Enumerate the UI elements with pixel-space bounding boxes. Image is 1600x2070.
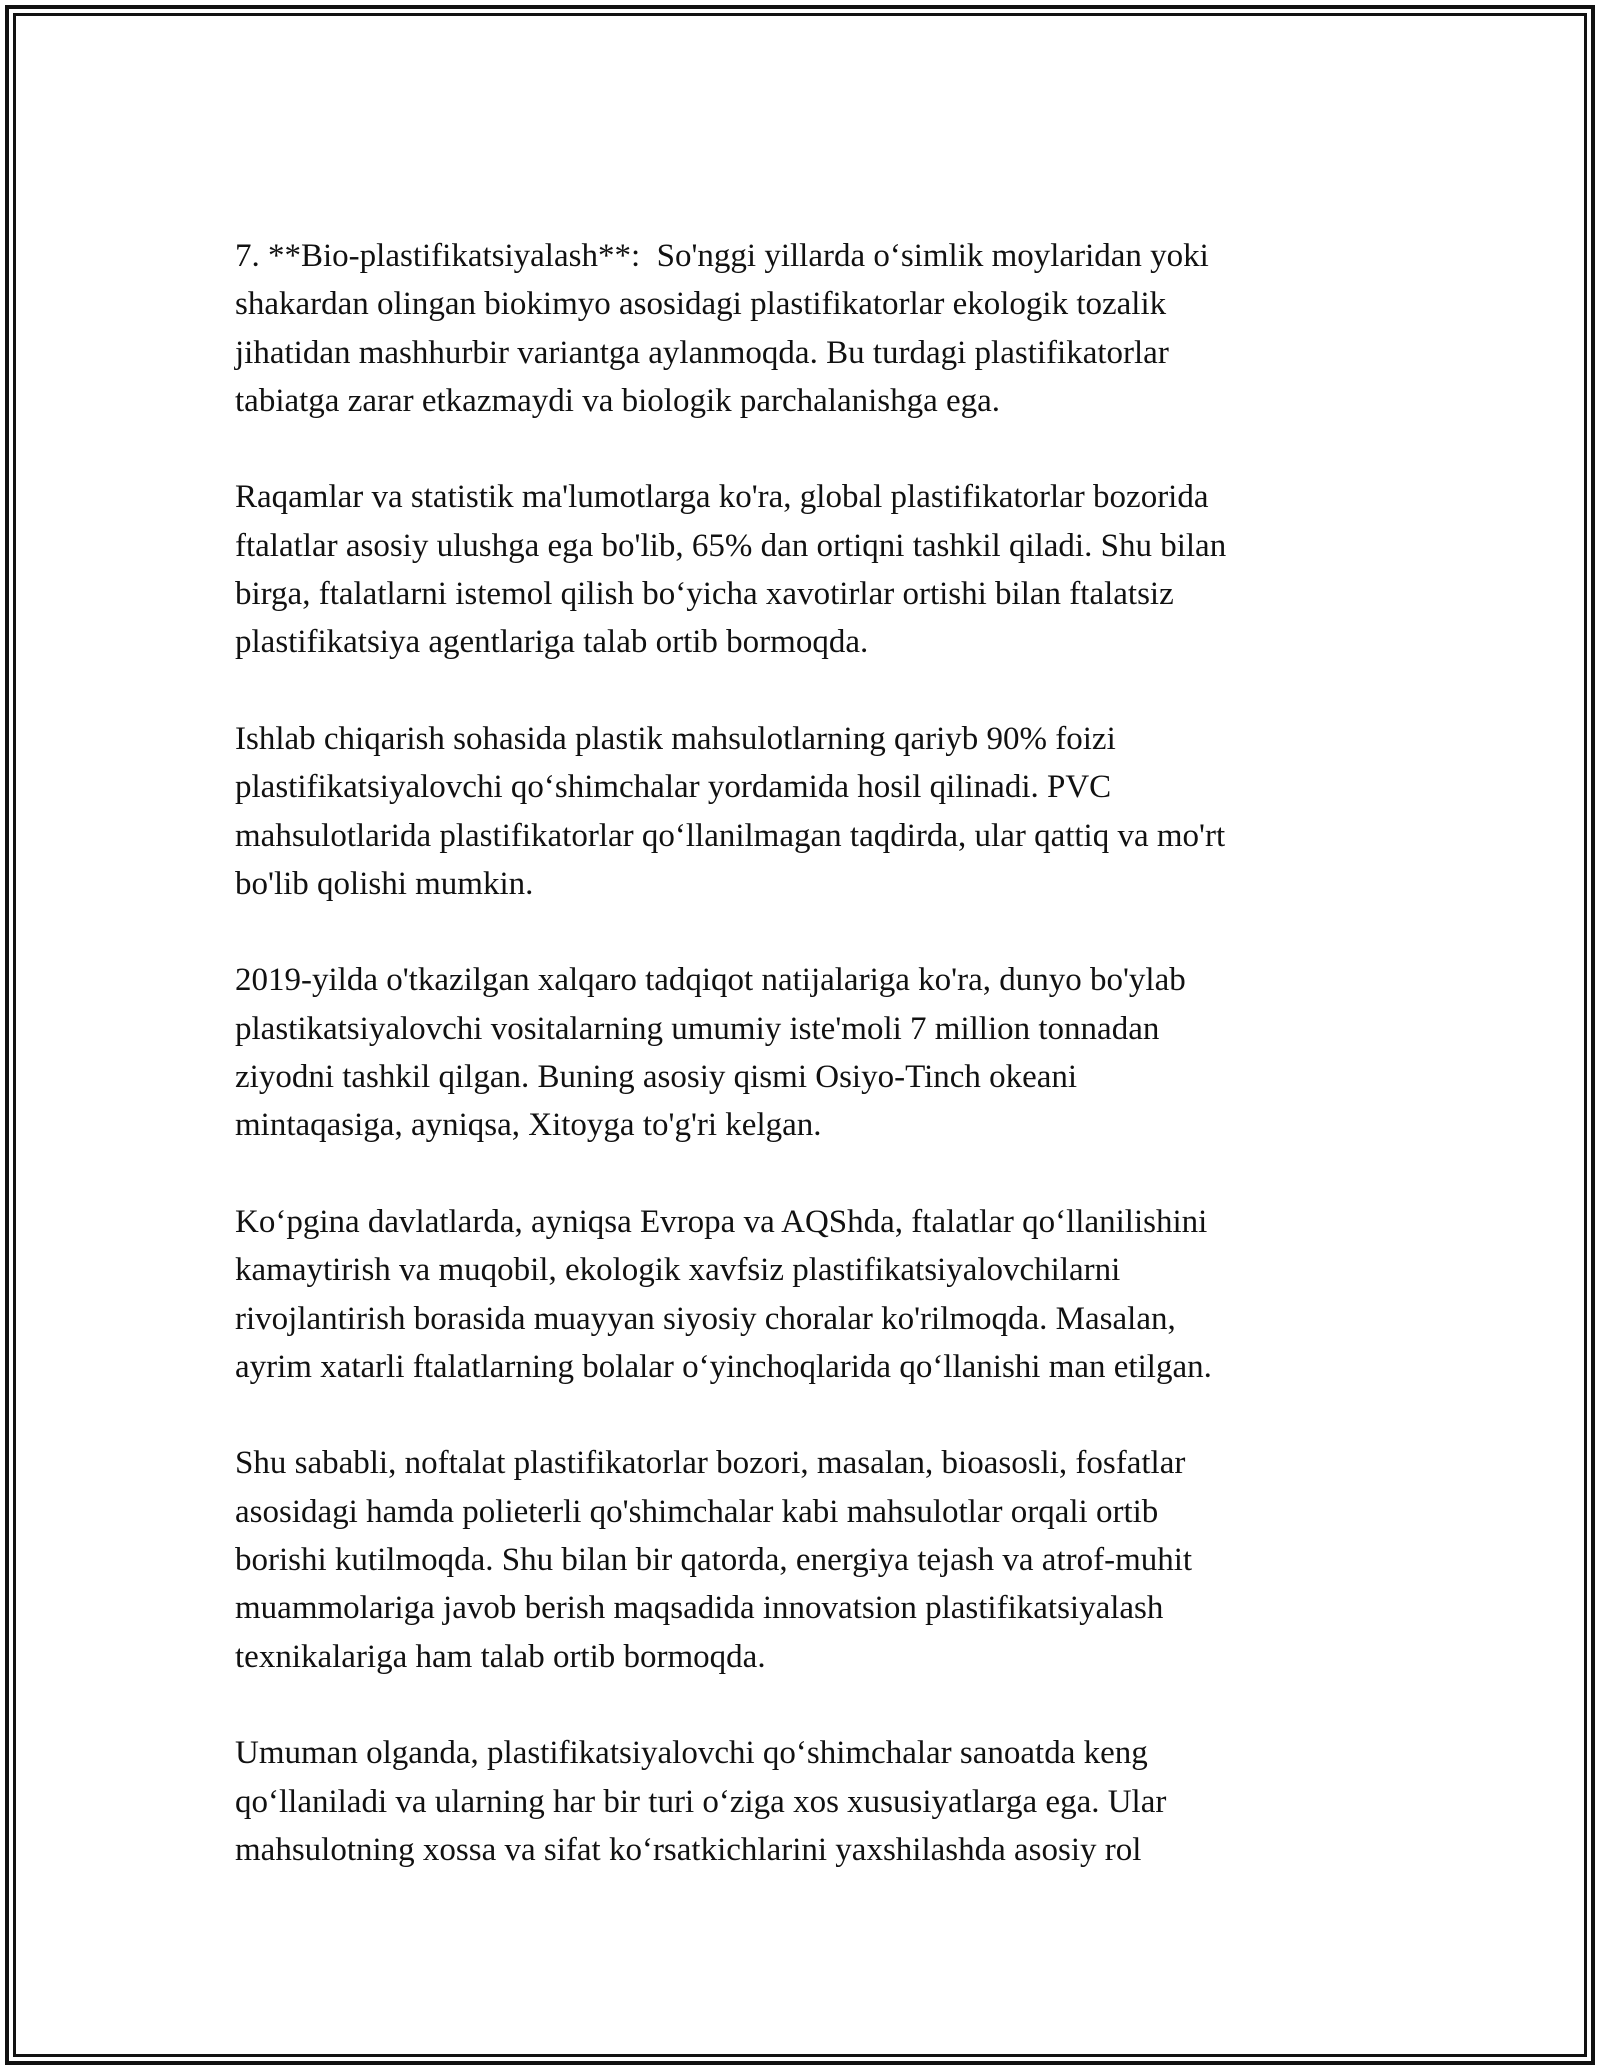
text-line: mintaqasiga, ayniqsa, Xitoyga to'g'ri kelgan. bbox=[235, 1107, 822, 1144]
text-line: tabiatga zarar etkazmaydi va biologik parchalanishga ega. bbox=[235, 382, 1001, 419]
text-line: ftalatlar asosiy ulushga ega bo'lib, 65% dan ortiqni tashkil qiladi. Shu bilan bbox=[235, 527, 1227, 564]
text-line: kamaytirish va muqobil, ekologik xavfsiz plastifikatsiyalovchilarni bbox=[235, 1252, 1121, 1289]
text-line: plastifikatsiya agentlariga talab ortib bormoqda. bbox=[235, 624, 869, 661]
paragraph-conclusion bbox=[235, 1729, 1345, 1874]
text-line: mahsulotlarida plastifikatorlar qo‘llanilmagan taqdirda, ular qattiq va mo'rt bbox=[235, 817, 1226, 854]
text-line: jihatidan mashhurbir variantga aylanmoqda. Bu turdagi plastifikatorlar bbox=[235, 334, 1169, 371]
text-line: 2019-yilda o'tkazilgan xalqaro tadqiqot natijalariga ko'ra, dunyo bo'ylab bbox=[235, 962, 1186, 999]
text-line: texnikalariga ham talab ortib bormoqda. bbox=[235, 1638, 766, 1675]
text-line: Raqamlar va statistik ma'lumotlarga ko'ra, global plastifikatorlar bozorida bbox=[235, 479, 1209, 516]
text-line: birga, ftalatlarni istemol qilish bo‘yicha xavotirlar ortishi bilan ftalatsiz bbox=[235, 576, 1174, 613]
text-line: borishi kutilmoqda. Shu bilan bir qatorda, energiya tejash va atrof-muhit bbox=[235, 1542, 1193, 1579]
paragraph-regulation bbox=[235, 1198, 1345, 1391]
text-line: ziyodni tashkil qilgan. Buning asosiy qismi Osiyo-Tinch okeani bbox=[235, 1059, 1078, 1096]
text-line: Shu sababli, noftalat plastifikatorlar bozori, masalan, bioasosli, fosfatlar bbox=[235, 1445, 1186, 1482]
text-line: plastifikatsiyalovchi qo‘shimchalar yordamida hosil qilinadi. PVC bbox=[235, 769, 1112, 806]
paragraph-market-statistics bbox=[235, 473, 1345, 666]
paragraph-market-outlook bbox=[235, 1439, 1345, 1680]
text-line: shakardan olingan biokimyo asosidagi plastifikatorlar ekologik tozalik bbox=[235, 286, 1167, 323]
paragraph-manufacturing bbox=[235, 715, 1345, 908]
text-line: qo‘llaniladi va ularning har bir turi o‘ziga xos xususiyatlarga ega. Ular bbox=[235, 1783, 1167, 1820]
text-line: plastikatsiyalovchi vositalarning umumiy iste'moli 7 million tonnadan bbox=[235, 1010, 1160, 1047]
text-line: Ko‘pgina davlatlarda, ayniqsa Evropa va AQShda, ftalatlar qo‘llanilishini bbox=[235, 1203, 1208, 1240]
document-body bbox=[235, 232, 1345, 1874]
paragraph-bio-plastification bbox=[235, 232, 1345, 425]
text-line: bo'lib qolishi mumkin. bbox=[235, 865, 534, 902]
text-line: Umuman olganda, plastifikatsiyalovchi qo‘shimchalar sanoatda keng bbox=[235, 1735, 1148, 1772]
text-line: rivojlantirish borasida muayyan siyosiy choralar ko'rilmoqda. Masalan, bbox=[235, 1300, 1176, 1337]
text-line: mahsulotning xossa va sifat ko‘rsatkichlarini yaxshilashda asosiy rol bbox=[235, 1831, 1142, 1868]
paragraph-2019-study bbox=[235, 956, 1345, 1149]
text-line: ayrim xatarli ftalatlarning bolalar o‘yinchoqlarida qo‘llanishi man etilgan. bbox=[235, 1348, 1212, 1385]
text-line: muammolariga javob berish maqsadida innovatsion plastifikatsiyalash bbox=[235, 1590, 1164, 1627]
text-line: asosidagi hamda polieterli qo'shimchalar kabi mahsulotlar orqali ortib bbox=[235, 1493, 1159, 1530]
text-line: Ishlab chiqarish sohasida plastik mahsulotlarning qariyb 90% foizi bbox=[235, 720, 1116, 757]
text-line: 7. **Bio-plastifikatsiyalash**: So'nggi yillarda o‘simlik moylaridan yoki bbox=[235, 238, 1209, 274]
